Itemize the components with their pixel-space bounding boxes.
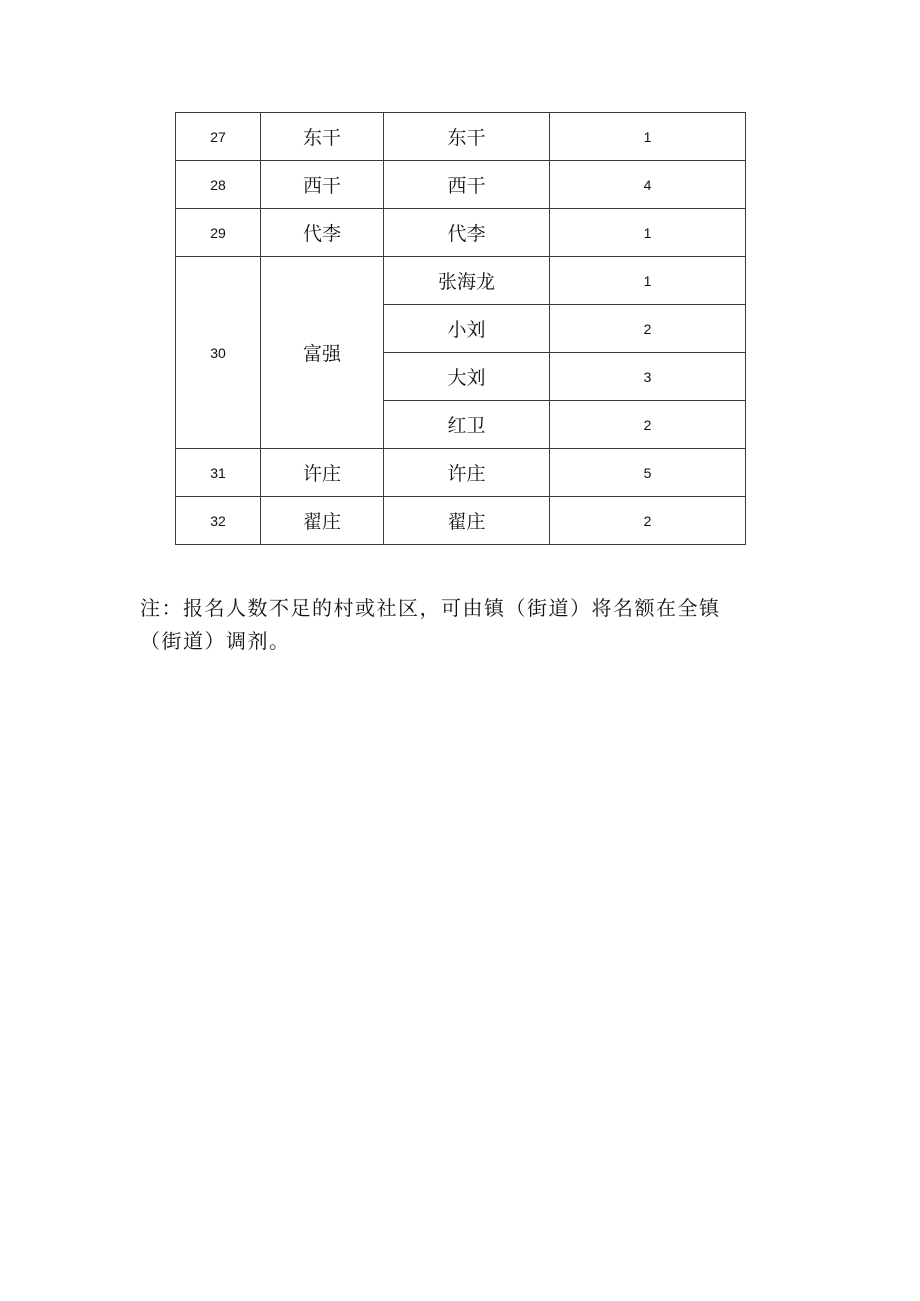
town-cell: 翟庄 bbox=[261, 497, 384, 545]
town-cell: 东干 bbox=[261, 113, 384, 161]
row-number-cell: 31 bbox=[176, 449, 261, 497]
quota-table bbox=[175, 112, 746, 545]
footnote-line-1: 注：报名人数不足的村或社区，可由镇（街道）将名额在全镇 bbox=[140, 596, 721, 620]
quota-count-cell: 1 bbox=[550, 209, 746, 257]
table-row bbox=[176, 257, 746, 305]
row-number-cell: 27 bbox=[176, 113, 261, 161]
town-cell: 西干 bbox=[261, 161, 384, 209]
row-number-cell: 30 bbox=[176, 257, 261, 449]
quota-count-cell: 2 bbox=[550, 401, 746, 449]
footnote-line-2: （街道）调剂。 bbox=[140, 629, 291, 653]
table-row bbox=[176, 449, 746, 497]
table-row bbox=[176, 209, 746, 257]
footnote bbox=[140, 592, 780, 658]
quota-count-cell: 3 bbox=[550, 353, 746, 401]
town-cell: 许庄 bbox=[261, 449, 384, 497]
town-cell: 富强 bbox=[261, 257, 384, 449]
quota-count-cell: 5 bbox=[550, 449, 746, 497]
village-name-cell: 大刘 bbox=[384, 353, 550, 401]
village-name-cell: 西干 bbox=[384, 161, 550, 209]
table-row bbox=[176, 113, 746, 161]
village-name-cell: 小刘 bbox=[384, 305, 550, 353]
village-name-cell: 代李 bbox=[384, 209, 550, 257]
town-cell: 代李 bbox=[261, 209, 384, 257]
quota-count-cell: 2 bbox=[550, 497, 746, 545]
village-name-cell: 红卫 bbox=[384, 401, 550, 449]
row-number-cell: 28 bbox=[176, 161, 261, 209]
village-name-cell: 东干 bbox=[384, 113, 550, 161]
row-number-cell: 32 bbox=[176, 497, 261, 545]
village-name-cell: 翟庄 bbox=[384, 497, 550, 545]
village-name-cell: 张海龙 bbox=[384, 257, 550, 305]
village-name-cell: 许庄 bbox=[384, 449, 550, 497]
quota-count-cell: 2 bbox=[550, 305, 746, 353]
table-row bbox=[176, 497, 746, 545]
quota-count-cell: 1 bbox=[550, 113, 746, 161]
quota-table-body bbox=[176, 113, 746, 545]
quota-count-cell: 1 bbox=[550, 257, 746, 305]
quota-count-cell: 4 bbox=[550, 161, 746, 209]
row-number-cell: 29 bbox=[176, 209, 261, 257]
table-row bbox=[176, 161, 746, 209]
